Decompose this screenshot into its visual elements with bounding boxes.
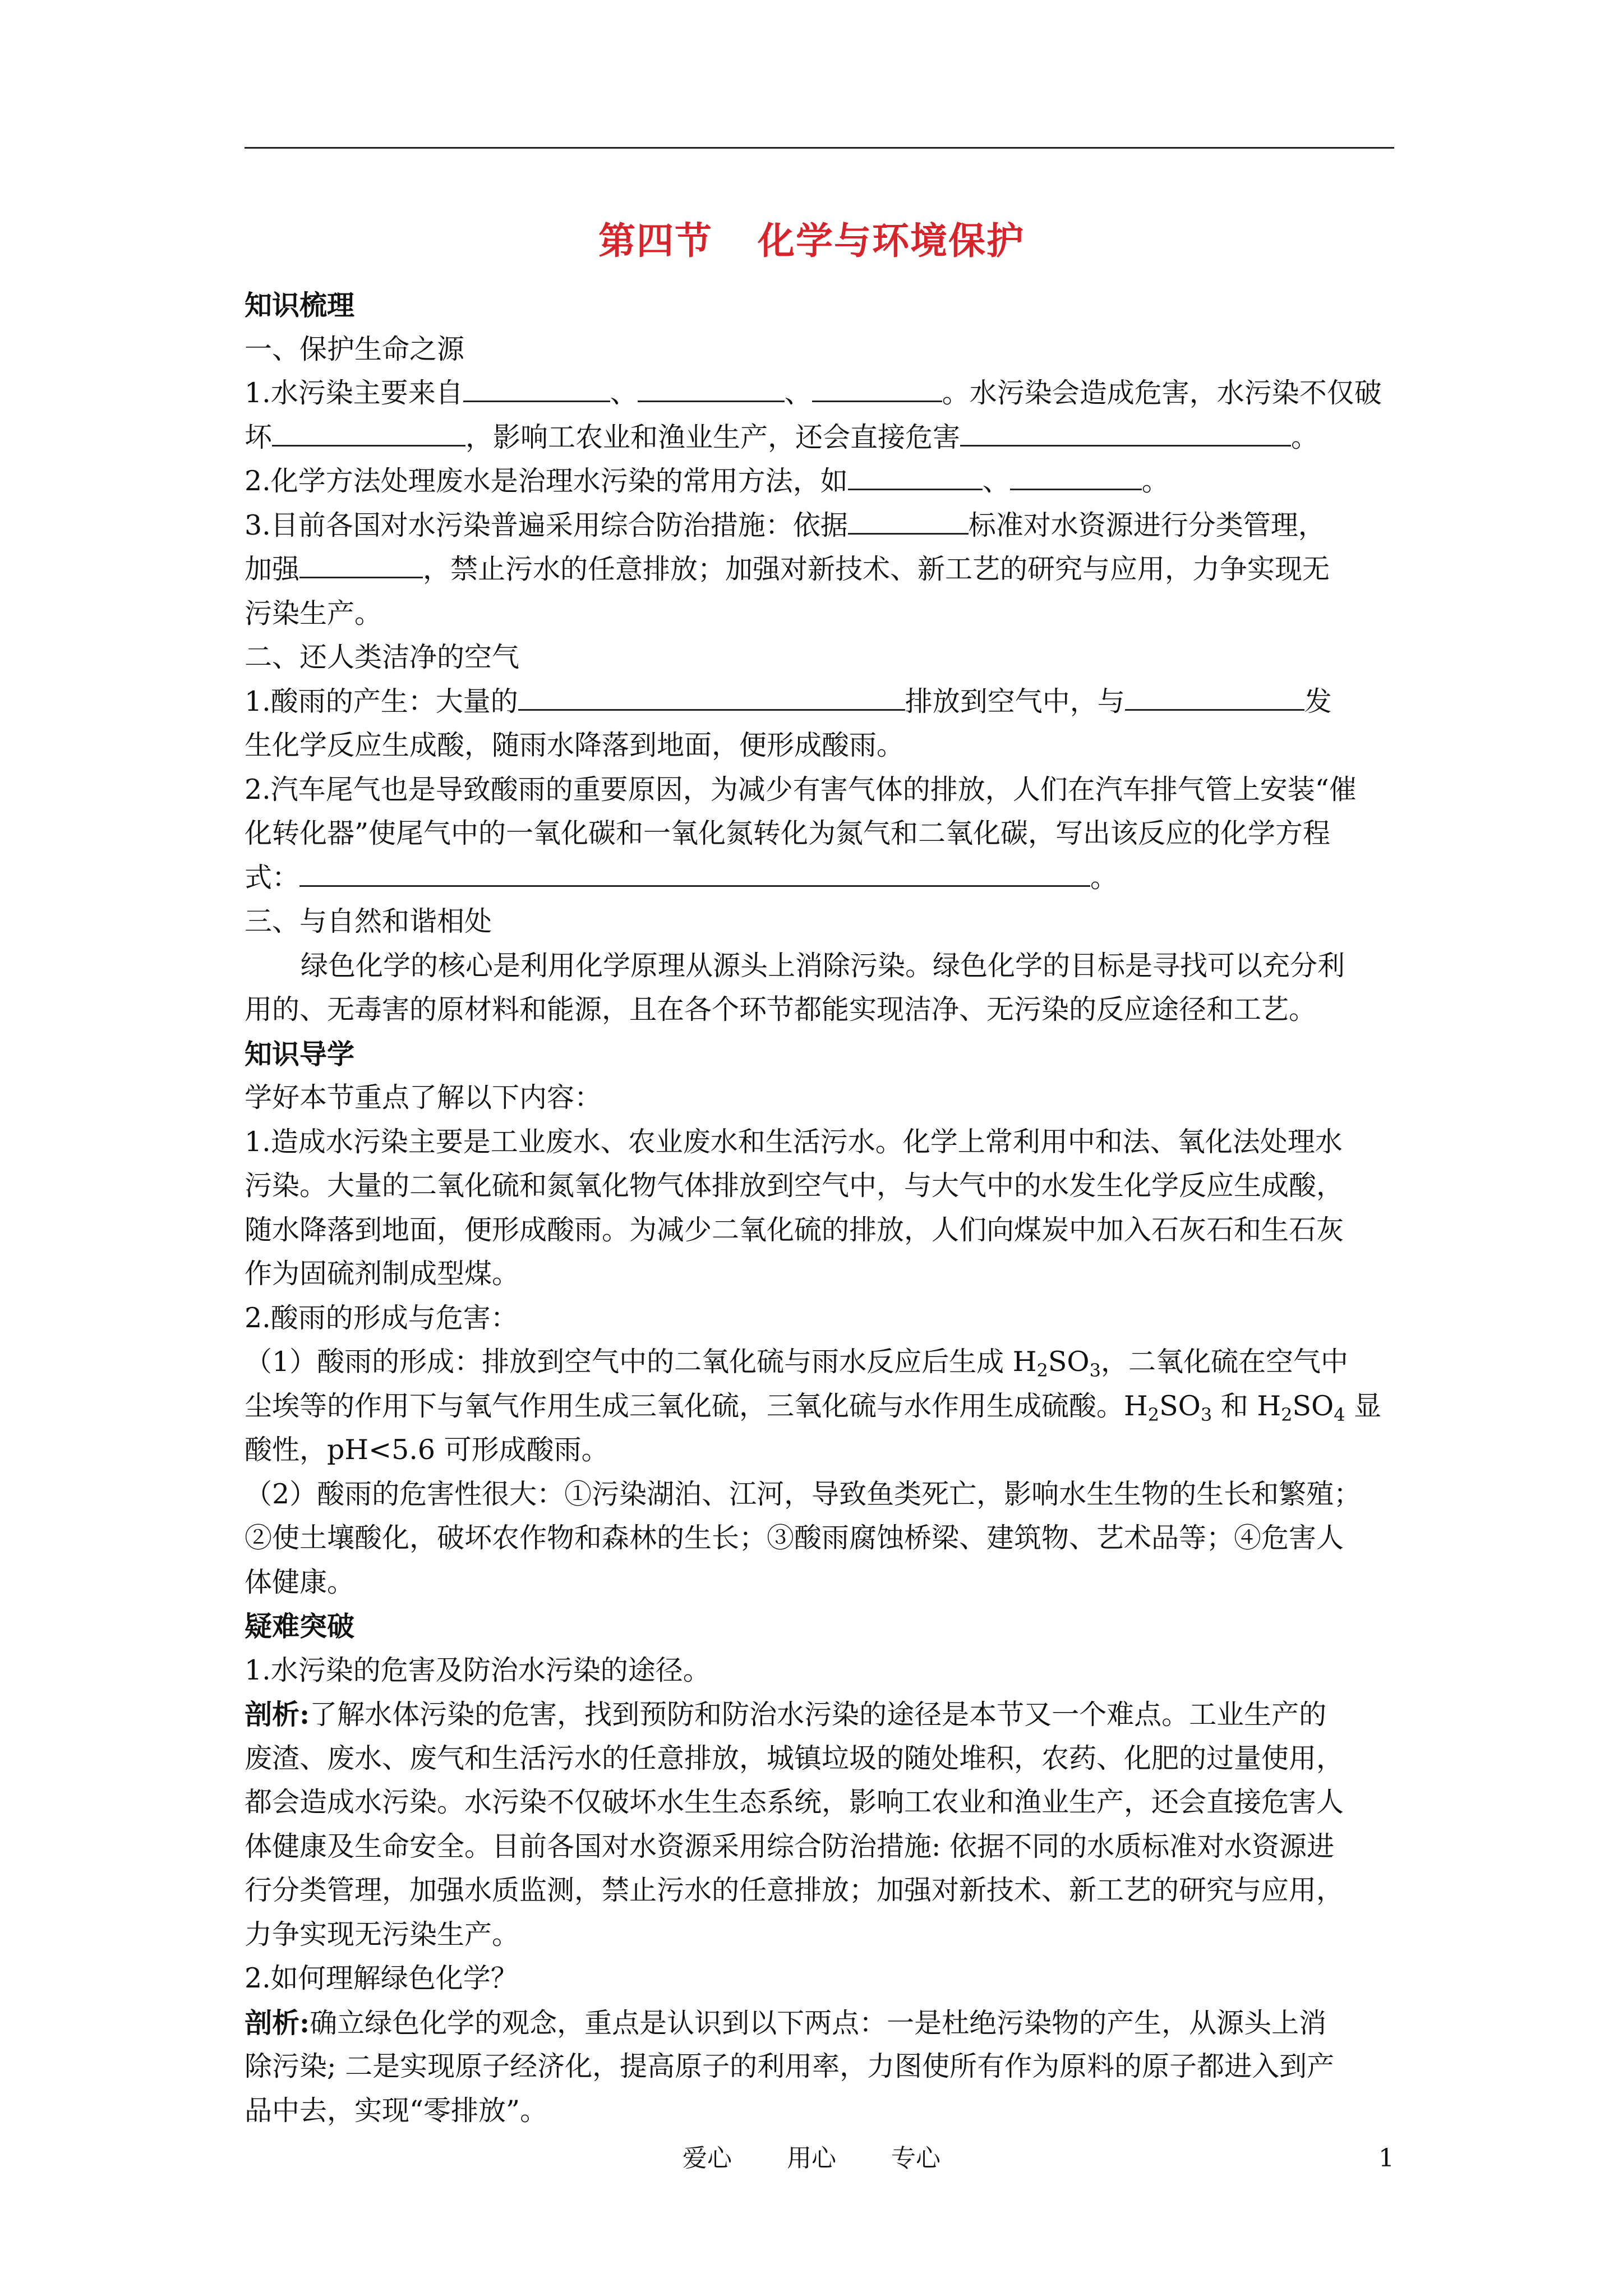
analysis-label: 剖析: (245, 2006, 310, 2039)
text-line: 品中去，实现“零排放”。 (245, 2094, 548, 2127)
fill-blank[interactable] (463, 372, 610, 402)
title-section-number: 第四节 (598, 219, 713, 263)
subsection-heading: 一、保护生命之源 (245, 333, 465, 365)
fill-blank[interactable] (299, 549, 423, 578)
text-line: 1.水污染主要来自 、 、 。水污染会造成危害，水污染不仅破 (245, 371, 1394, 416)
text-line: 坏 ，影响工农业和渔业生产，还会直接危害 。 (245, 416, 1394, 460)
text-line: 作为固硫剂制成型煤。 (245, 1258, 520, 1290)
fill-blank[interactable] (518, 681, 905, 711)
text-line: 学好本节重点了解以下内容： (245, 1082, 602, 1114)
text-line: 随水降落到地面，便形成酸雨。为减少二氧化硫的排放，人们向煤炭中加入石灰石和生石灰 (245, 1213, 1344, 1246)
fill-blank[interactable] (848, 461, 983, 490)
footer-motto: 爱心 (683, 2144, 732, 2173)
page-number: 1 (1378, 2144, 1394, 2173)
footer-motto: 用心 (787, 2144, 836, 2173)
text-line: （2）酸雨的危害性很大：①污染湖泊、江河，导致鱼类死亡，影响水生生物的生长和繁殖； (245, 1478, 1362, 1510)
text-line: 都会造成水污染。水污染不仅破坏水生生态系统，影响工农业和渔业生产，还会直接危害人 (245, 1786, 1344, 1818)
section-heading: 知识导学 (245, 1037, 355, 1070)
section-heading: 疑难突破 (245, 1610, 355, 1642)
page-title (0, 215, 1623, 266)
text-line: 2.如何理解绿色化学？ (245, 1962, 518, 1994)
fill-blank[interactable] (638, 372, 785, 402)
text-line: 1.造成水污染主要是工业废水、农业废水和生活污水。化学上常利用中和法、氧化法处理水 (245, 1125, 1343, 1158)
fill-blank[interactable] (299, 857, 1090, 887)
text-line: 体健康。 (245, 1566, 355, 1598)
header-rule (245, 147, 1394, 149)
title-topic: 化学与环境保护 (758, 219, 1025, 263)
text-line: 体健康及生命安全。目前各国对水资源采用综合防治措施: 依据不同的水质标准对水资源进 (245, 1830, 1335, 1862)
text-line: 用的、无毒害的原材料和能源，且在各个环节都能实现洁净、无污染的反应途径和工艺。 (245, 993, 1317, 1025)
fill-blank[interactable] (1010, 461, 1142, 490)
text-line: 力争实现无污染生产。 (245, 1918, 520, 1950)
text-line: 尘埃等的作用下与氧气作用生成三氧化硫，三氧化硫与水作用生成硫酸。$H_2SO_3$ 和 $H_2SO_4$ 显 (245, 1389, 1382, 1425)
fill-blank[interactable] (812, 372, 942, 402)
footer-motto: 专心 (891, 2144, 940, 2173)
fill-blank[interactable] (1125, 681, 1304, 711)
text-line: （1）酸雨的形成：排放到空气中的二氧化硫与雨水反应后生成 $H_2SO_3$，二氧化硫在空气中 (245, 1346, 1348, 1381)
text-line: 加强 ，禁止污水的任意排放；加强对新技术、新工艺的研究与应用，力争实现无 (245, 547, 1394, 592)
text-line: 2.酸雨的形成与危害： (245, 1301, 518, 1334)
text-line: ②使土壤酸化，破坏农作物和森林的生长；③酸雨腐蚀桥梁、建筑物、艺术品等；④危害人 (245, 1522, 1344, 1554)
fill-blank[interactable] (272, 417, 465, 447)
text-line: 剖析:确立绿色化学的观念，重点是认识到以下两点：一是杜绝污染物的产生，从源头上消 (245, 2006, 1327, 2039)
text-line: 绿色化学的核心是利用化学原理从源头上消除污染。绿色化学的目标是寻找可以充分利 (301, 949, 1345, 982)
text-line: 生化学反应生成酸，随雨水降落到地面，便形成酸雨。 (245, 729, 905, 761)
fill-blank[interactable] (848, 505, 969, 535)
text-line: 除污染; 二是实现原子经济化，提高原子的利用率，力图使所有作为原料的原子都进入到产 (245, 2050, 1335, 2082)
text-line: 污染。大量的二氧化硫和氮氧化物气体排放到空气中，与大气中的水发生化学反应生成酸， (245, 1170, 1344, 1202)
text-line: 式： 。 (245, 856, 1394, 900)
text-line: 化转化器”使尾气中的一氧化碳和一氧化氮转化为氮气和二氧化碳，写出该反应的化学方程 (245, 817, 1331, 849)
text-line: 1.水污染的危害及防治水污染的途径。 (245, 1654, 711, 1686)
text-line: 3.目前各国对水污染普遍采用综合防治措施：依据 标准对水资源进行分类管理， (245, 504, 1394, 548)
text-line: 污染生产。 (245, 597, 382, 629)
text-line: 酸性，pH<5.6 可形成酸雨。 (245, 1434, 609, 1466)
text-line: 剖析:了解水体污染的危害，找到预防和防治水污染的途径是本节又一个难点。工业生产的 (245, 1698, 1327, 1731)
subsection-heading: 二、还人类洁净的空气 (245, 641, 520, 673)
text-line: 2.汽车尾气也是导致酸雨的重要原因，为减少有害气体的排放，人们在汽车排气管上安装“催 (245, 773, 1357, 806)
text-line: 1.酸雨的产生：大量的 排放到空气中，与 发 (245, 680, 1394, 724)
subsection-heading: 三、与自然和谐相处 (245, 905, 492, 937)
text-line: 2.化学方法处理废水是治理水污染的常用方法，如 、 。 (245, 459, 1394, 504)
analysis-label: 剖析: (245, 1698, 310, 1731)
section-heading: 知识梳理 (245, 289, 355, 321)
text-line: 废渣、废水、废气和生活污水的任意排放，城镇垃圾的随处堆积，农药、化肥的过量使用， (245, 1742, 1344, 1774)
document-body (245, 283, 1394, 2133)
text-line: 行分类管理，加强水质监测，禁止污水的任意排放；加强对新技术、新工艺的研究与应用， (245, 1874, 1344, 1906)
fill-blank[interactable] (960, 417, 1291, 447)
